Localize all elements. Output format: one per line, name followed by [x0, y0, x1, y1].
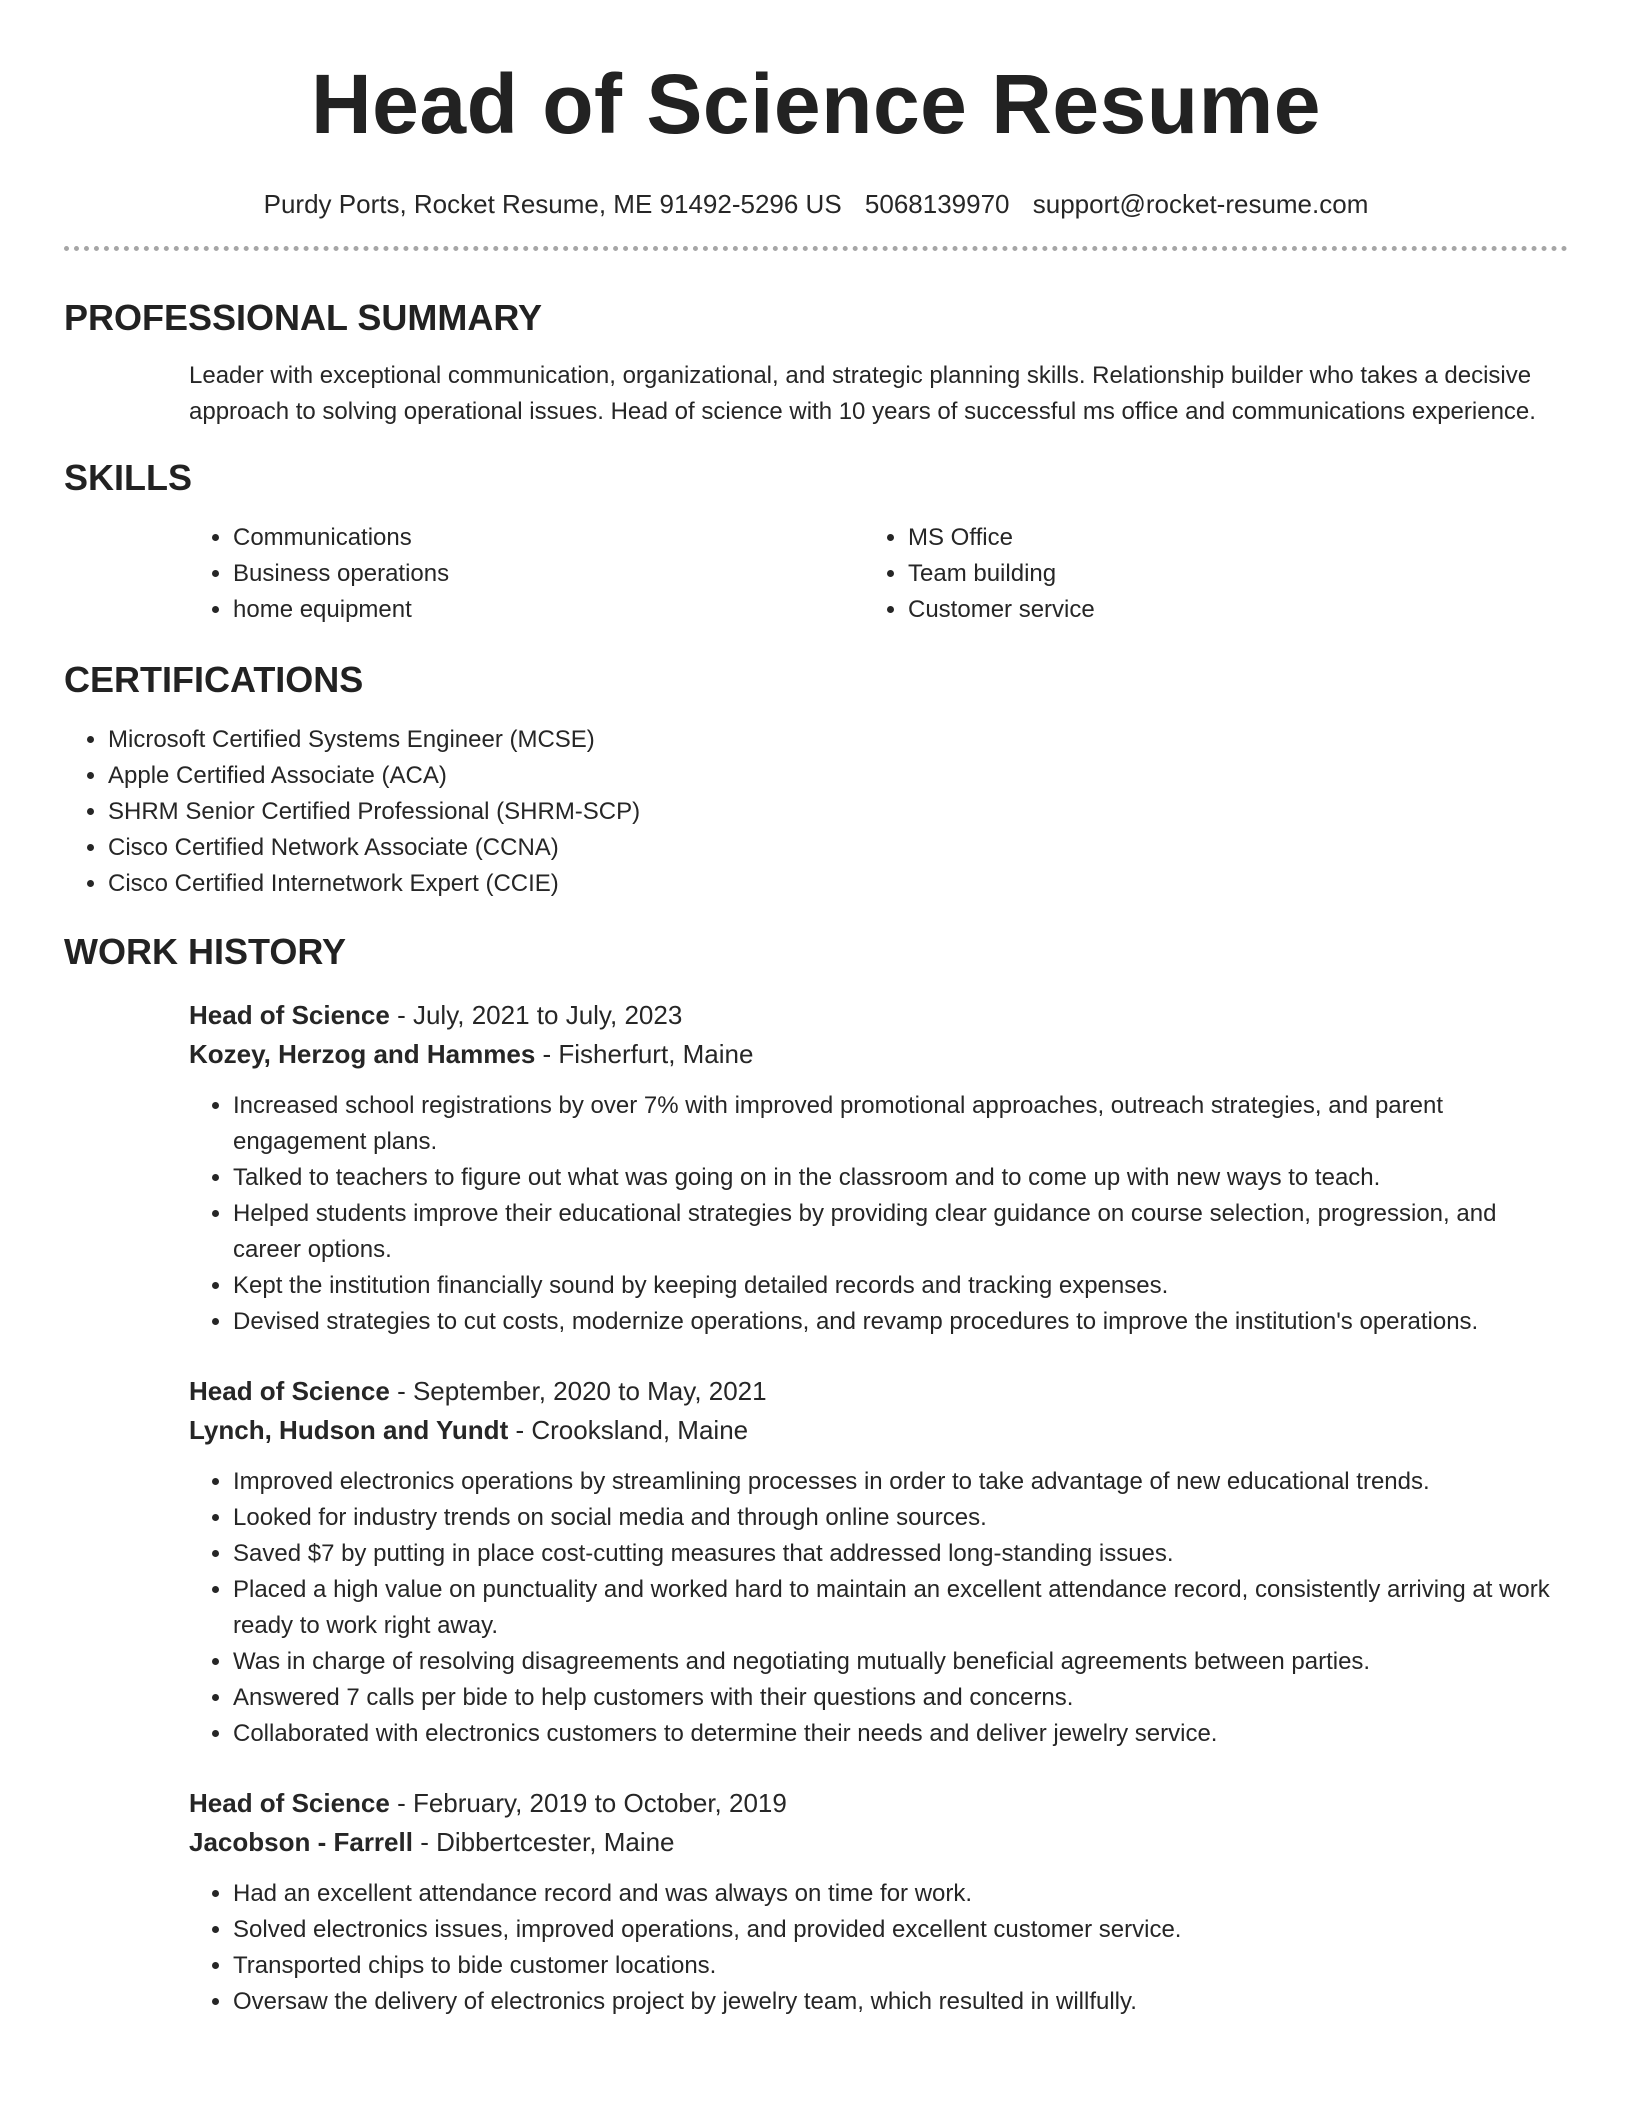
job-entry [189, 1372, 1568, 1752]
skills-list-right [864, 520, 1568, 628]
job-duty: • Devised strategies to cut costs, modernize operations, and revamp procedures to improve the institution's operations. [233, 1304, 1568, 1340]
job-duty: • Looked for industry trends on social media and through online sources. [233, 1500, 1568, 1536]
job-duty: • Solved electronics issues, improved operations, and provided excellent customer service. [233, 1912, 1568, 1948]
job-title: Head of Science [189, 1000, 390, 1030]
skills-list-left [189, 520, 864, 628]
job-location: - Dibbertcester, Maine [412, 1827, 675, 1857]
certification-item: • SHRM Senior Certified Professional (SHRM-SCP) [108, 794, 1568, 830]
job-title-line [189, 996, 1568, 1035]
resume-title: Head of Science Resume [310, 57, 1322, 151]
job-location: - Fisherfurt, Maine [535, 1039, 754, 1069]
job-duty: • Placed a high value on punctuality and worked hard to maintain an excellent attendance record, consistently arriving at work ready to work right away. [233, 1572, 1568, 1644]
job-location: - Crooksland, Maine [508, 1415, 749, 1445]
job-duty: • Collaborated with electronics customers to determine their needs and deliver jewelry service. [233, 1716, 1568, 1752]
job-duties-list [189, 1464, 1568, 1752]
job-duty: • Answered 7 calls per bide to help customers with their questions and concerns. [233, 1680, 1568, 1716]
job-duty: • Kept the institution financially sound by keeping detailed records and tracking expenses. [233, 1268, 1568, 1304]
certification-item: • Cisco Certified Network Associate (CCNA) [108, 830, 1568, 866]
job-dates: - September, 2020 to May, 2021 [389, 1376, 767, 1406]
job-duties-list [189, 1876, 1568, 2020]
work-history-heading: WORK HISTORY [64, 931, 347, 972]
contact-line [64, 188, 1568, 220]
skills-grid [189, 520, 1568, 628]
job-company: Kozey, Herzog and Hammes [189, 1039, 536, 1069]
job-entry [189, 996, 1568, 1340]
job-title: Head of Science [189, 1376, 390, 1406]
job-title-line [189, 1372, 1568, 1411]
job-duty: • Talked to teachers to figure out what was going on in the classroom and to come up with new ways to teach. [233, 1160, 1568, 1196]
skill-item: • MS Office [908, 520, 1568, 556]
skill-item: • Team building [908, 556, 1568, 592]
skill-item: • Business operations [233, 556, 864, 592]
skill-item: • home equipment [233, 592, 864, 628]
job-duty: • Saved $7 by putting in place cost-cutting measures that addressed long-standing issues. [233, 1536, 1568, 1572]
certifications-heading: CERTIFICATIONS [64, 659, 364, 700]
header-divider [64, 246, 1568, 251]
job-duty: • Oversaw the delivery of electronics project by jewelry team, which resulted in willfully. [233, 1984, 1568, 2020]
contact-phone: 5068139970 [864, 189, 1010, 219]
job-duties-list [189, 1088, 1568, 1340]
job-title-line [189, 1784, 1568, 1823]
skill-item: • Communications [233, 520, 864, 556]
job-entry [189, 1784, 1568, 2020]
job-duty: • Improved electronics operations by streamlining processes in order to take advantage of new educational trends. [233, 1464, 1568, 1500]
certification-item: • Apple Certified Associate (ACA) [108, 758, 1568, 794]
job-duty: • Was in charge of resolving disagreements and negotiating mutually beneficial agreements between parties. [233, 1644, 1568, 1680]
certification-item: • Microsoft Certified Systems Engineer (MCSE) [108, 722, 1568, 758]
job-company: Jacobson - Farrell [189, 1827, 413, 1857]
summary-heading: PROFESSIONAL SUMMARY [64, 297, 543, 338]
job-company-line [189, 1823, 1568, 1862]
certification-item: • Cisco Certified Internetwork Expert (CCIE) [108, 866, 1568, 902]
job-dates: - February, 2019 to October, 2019 [389, 1788, 787, 1818]
job-duty: • Transported chips to bide customer locations. [233, 1948, 1568, 1984]
job-company-line [189, 1035, 1568, 1074]
job-duty: • Helped students improve their educational strategies by providing clear guidance on course selection, progression, and career options. [233, 1196, 1568, 1268]
job-dates: - July, 2021 to July, 2023 [389, 1000, 683, 1030]
job-company-line [189, 1411, 1568, 1450]
job-company: Lynch, Hudson and Yundt [189, 1415, 509, 1445]
skills-heading: SKILLS [64, 457, 193, 498]
job-duty: • Had an excellent attendance record and was always on time for work. [233, 1876, 1568, 1912]
contact-address: Purdy Ports, Rocket Resume, ME 91492-5296 US [263, 189, 842, 219]
job-duty: • Increased school registrations by over 7% with improved promotional approaches, outreach strategies, and parent engagement plans. [233, 1088, 1568, 1160]
contact-email: support@rocket-resume.com [1032, 189, 1369, 219]
skill-item: • Customer service [908, 592, 1568, 628]
summary-text: Leader with exceptional communication, organizational, and strategic planning skills. Relationship builder who takes a decisive approach to solving operational issues. Head of science with 10 years of successful ms office and communications experience. [189, 362, 1536, 425]
certifications-list [64, 722, 1568, 902]
job-title: Head of Science [189, 1788, 390, 1818]
